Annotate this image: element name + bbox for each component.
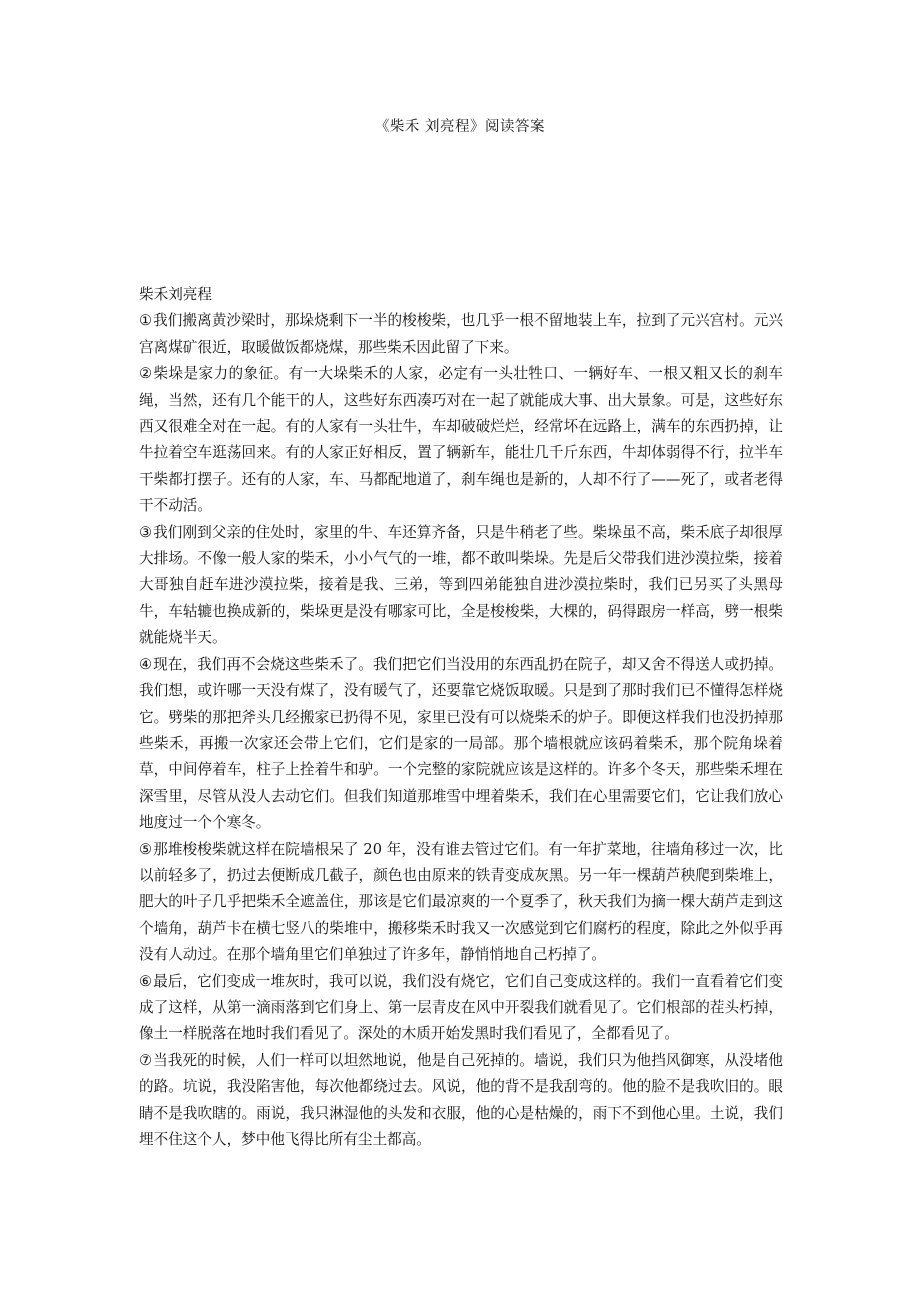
- paragraph-6: [139, 969, 783, 1048]
- paragraph-marker: ②: [139, 365, 153, 383]
- paragraph-marker: ①: [139, 312, 153, 330]
- paragraph-text: 那堆梭梭柴就这样在院墙根呆了 20 年，没有谁去管过它们。有一年扩菜地，往墙角移过一次，比以前轻多了，扔过去便断成几截子，颜色也由原来的铁青变成灰黑。另一年一棵葫芦秧爬到柴堆上，肥大的叶子几乎把柴禾全遮盖住，那该是它们最凉爽的一个夏季了，秋天我们为摘一棵大葫芦走到这个墙角，葫芦卡在横七竖八的柴堆中，搬移柴禾时我又一次感觉到它们腐朽的程度，除此之外似乎再没有人动过。在那个墙角里它们单独过了许多年，静悄悄地自己朽掉了。: [139, 840, 783, 964]
- paragraph-marker: ⑥: [139, 972, 153, 990]
- paragraph-7: [139, 1048, 783, 1154]
- paragraph-text: 现在，我们再不会烧这些柴禾了。我们把它们当没用的东西乱扔在院子，却又舍不得送人或扔掉。我们想，或许哪一天没有煤了，没有暖气了，还要靠它烧饭取暖。只是到了那时我们已不懂得怎样烧它。劈柴的那把斧头几经搬家已扔得不见，家里已没有可以烧柴禾的炉子。即便这样我们也没扔掉那些柴禾，再搬一次家还会带上它们，它们是家的一局部。那个墙根就应该码着柴禾，那个院角垛着草，中间停着车，柱子上拴着牛和驴。一个完整的家院就应该是这样的。许多个冬天，那些柴禾埋在深雪里，尽管从没人去动它们。但我们知道那堆雪中埋着柴禾，我们在心里需要它们，它让我们放心地度过一个个寒冬。: [139, 655, 783, 832]
- paragraph-3: [139, 520, 783, 652]
- document-title: 《柴禾 刘亮程》阅读答案: [374, 119, 546, 135]
- paragraph-marker: ③: [139, 523, 153, 541]
- article-byline: 柴禾刘亮程: [139, 286, 212, 303]
- paragraph-marker: ④: [139, 655, 153, 673]
- paragraph-text: 柴垛是家力的象征。有一大垛柴禾的人家，必定有一头壮牲口、一辆好车、一根又粗又长的刹车绳，当然，还有几个能干的人，这些好东西凑巧对在一起了就能成大事、出大景象。可是，这些好东西又很难全对在一起。有的人家有一头壮牛，车却破破烂烂，经常坏在远路上，满车的东西扔掉，让牛拉着空车逛荡回来。有的人家正好相反，置了辆新车，能壮几千斤东西，牛却体弱得不行，拉半车干柴都打摆子。还有的人家，车、马都配地道了，刹车绳也是新的，人却不行了——死了，或者老得干不动活。: [139, 365, 783, 515]
- article-body: [139, 282, 783, 1153]
- paragraph-4: [139, 652, 783, 837]
- paragraph-1: [139, 308, 783, 361]
- paragraph-5: [139, 837, 783, 969]
- paragraph-text: 最后，它们变成一堆灰时，我可以说，我们没有烧它，它们自己变成这样的。我们一直看着它们变成了这样，从第一滴雨落到它们身上、第一层青皮在风中开裂我们就看见了。它们根部的茬头朽掉，像土一样脱落在地时我们看见了。深处的木质开始发黑时我们看见了，全都看见了。: [139, 972, 783, 1043]
- paragraph-2: [139, 361, 783, 519]
- paragraph-marker: ⑤: [139, 840, 153, 858]
- paragraph-text: 当我死的时候，人们一样可以坦然地说，他是自己死掉的。墙说，我们只为他挡风御寒，从没堵他的路。坑说，我没陷害他，每次他都绕过去。风说，他的背不是我刮弯的。他的脸不是我吹旧的。眼睛不是我吹瞎的。雨说，我只淋湿他的头发和衣服，他的心是枯燥的，雨下不到他心里。土说，我们埋不住这个人，梦中他飞得比所有尘土都高。: [139, 1051, 783, 1148]
- paragraph-text: 我们刚到父亲的住处时，家里的牛、车还算齐备，只是牛稍老了些。柴垛虽不高，柴禾底子却很厚大排场。不像一般人家的柴禾，小小气气的一堆，都不敢叫柴垛。先是后父带我们进沙漠拉柴，接着大哥独自赶车进沙漠拉柴，接着是我、三弟，等到四弟能独自进沙漠拉柴时，我们已另买了头黑母牛，车轱辘也换成新的，柴垛更是没有哪家可比，全是梭梭柴，大棵的，码得跟房一样高，劈一根柴就能烧半天。: [139, 523, 783, 647]
- paragraph-marker: ⑦: [139, 1051, 153, 1069]
- paragraph-text: 我们搬离黄沙梁时，那垛烧剩下一半的梭梭柴，也几乎一根不留地装上车，拉到了元兴宫村。元兴宫离煤矿很近，取暖做饭都烧煤，那些柴禾因此留了下来。: [139, 312, 783, 356]
